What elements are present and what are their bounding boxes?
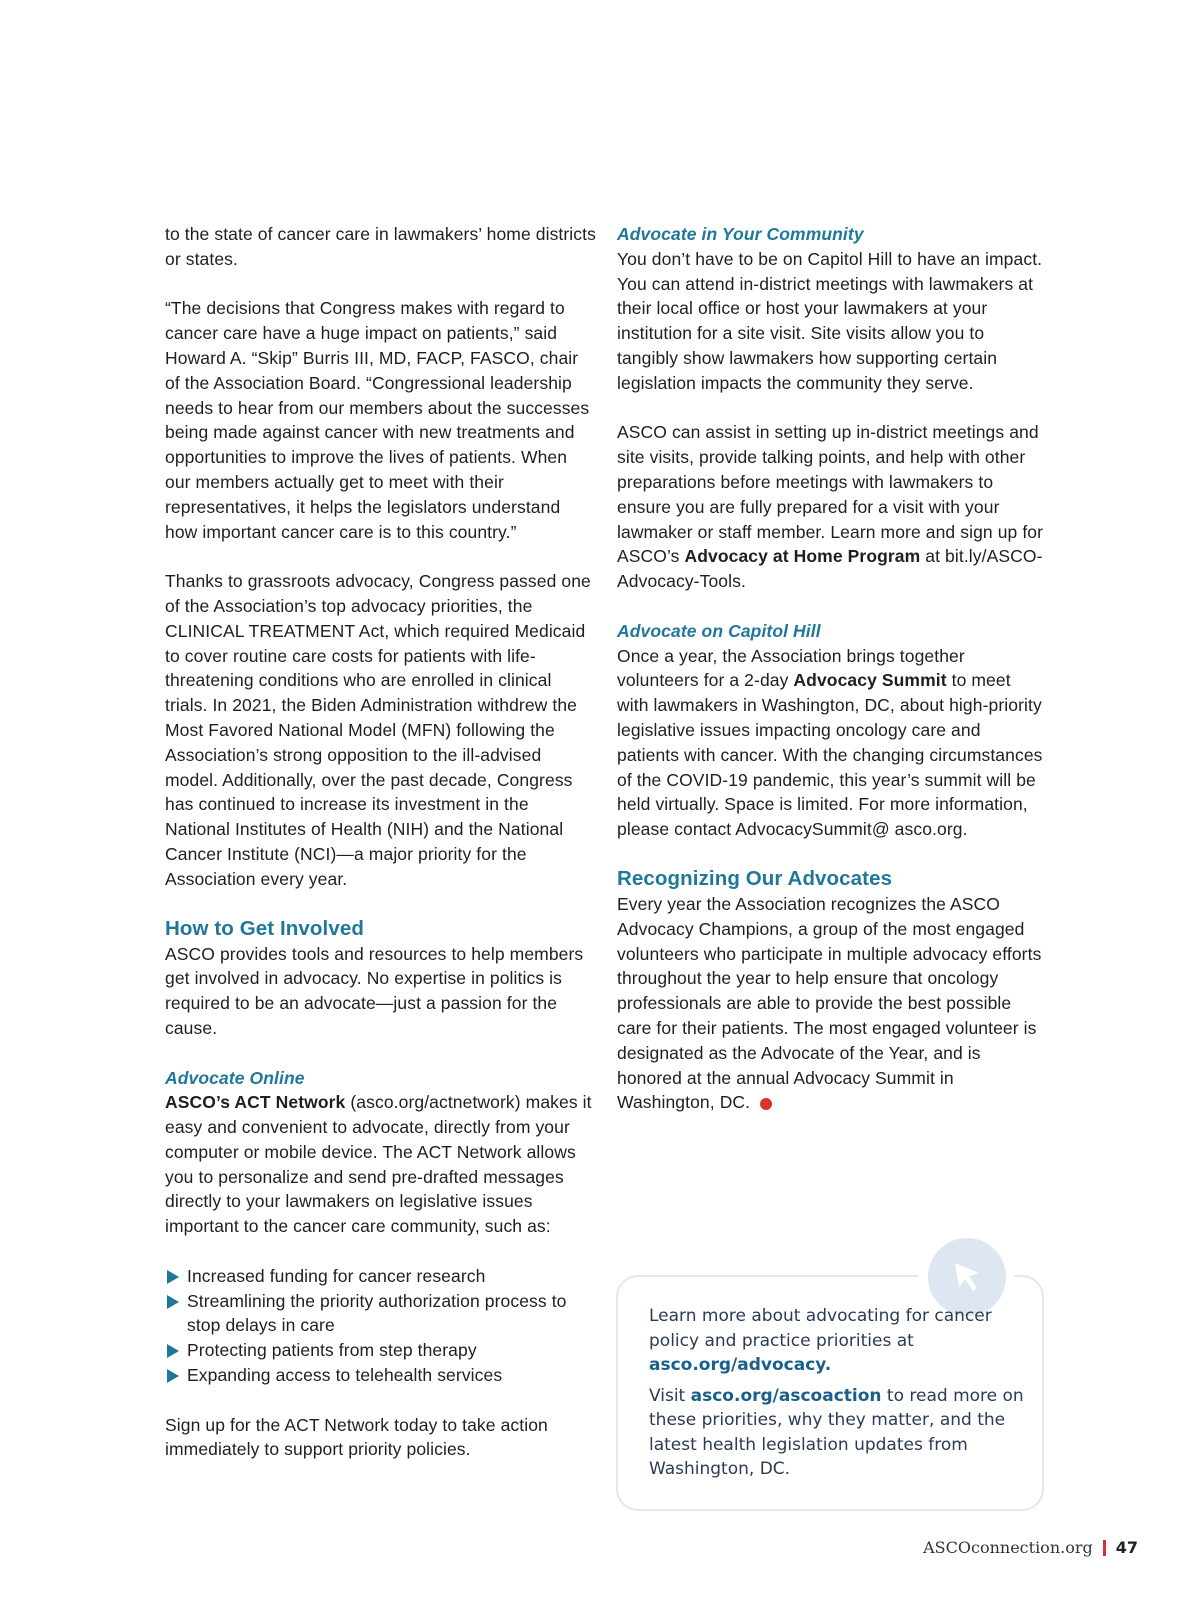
heading-recognizing-advocates: Recognizing Our Advocates <box>617 866 893 890</box>
involved-paragraph: ASCO provides tools and resources to help members get involved in advocacy. No expertise in politics is required to be an advocate—just a passion for the cause. <box>165 943 584 1038</box>
footer-site: ASCOconnection.org <box>923 1538 1093 1557</box>
assist-paragraph <box>617 420 1047 594</box>
pointer-arrow-icon <box>947 1257 987 1297</box>
recognizing-text: Every year the Association recognizes the ASCO Advocacy Champions, a group of the most engaged volunteers who participate in multiple advocacy efforts throughout the year to help ensure that oncology professionals are able to provide the best possible care for their patients. The most engaged volunteer is designated as the Advocate of the Year, and is honored at the annual Advocacy Summit in Washington, DC. <box>617 893 1042 1113</box>
signup-paragraph: Sign up for the ACT Network today to take action immediately to support priority policies. <box>165 1414 548 1460</box>
triangle-bullet-icon <box>167 1344 179 1358</box>
list-item <box>165 1363 597 1388</box>
footer-divider <box>1103 1540 1106 1556</box>
list-item-text: Increased funding for cancer research <box>187 1265 486 1286</box>
callout-text-1: Learn more about advocating for cancer policy and practice priorities at <box>649 1306 992 1351</box>
list-item-text: Streamlining the priority authorization process to stop delays in care <box>187 1290 567 1336</box>
right-column <box>617 222 1047 1115</box>
online-paragraph <box>165 1090 597 1239</box>
list-item-text: Expanding access to telehealth services <box>187 1365 503 1386</box>
list-item-text: Protecting patients from step therapy <box>187 1340 477 1361</box>
triangle-bullet-icon <box>167 1369 179 1383</box>
advocacy-link[interactable]: asco.org/advocacy. <box>649 1355 832 1375</box>
list-item <box>165 1264 597 1289</box>
advocacy-at-home-name: Advocacy at Home Program <box>684 546 921 567</box>
subheading-advocate-community: Advocate in Your Community <box>617 224 864 244</box>
ascoaction-link[interactable]: asco.org/ascoaction <box>690 1385 882 1406</box>
capitol-hill-paragraph <box>617 644 1047 842</box>
subheading-advocate-online: Advocate Online <box>165 1067 305 1088</box>
heading-how-to-get-involved: How to Get Involved <box>165 916 364 940</box>
online-text: (asco.org/actnetwork) makes it easy and convenient to advocate, directly from your computer or mobile device. The ACT Network allows you to personalize and send pre-drafted messages directly to your lawmakers on legislative issues important to the cancer care community, such as: <box>165 1092 592 1237</box>
assist-text: ASCO can assist in setting up in-district meetings and site visits, provide talking points, and help with other preparations before meetings with lawmakers to ensure you are fully prepared for a visit with your lawmaker or staff member. Learn more and sign up for ASCO’s <box>617 422 1044 567</box>
triangle-bullet-icon <box>167 1295 179 1309</box>
hill-text-rest: to meet with lawmakers in Washington, DC, about high-priority legislative issues impacting oncology care and patients with cancer. With the changing circumstances of the COVID-19 pandemic, this year’s summit will be held virtually. Space is limited. For more information, please contact AdvocacySummit@ asco.org. <box>617 670 1043 840</box>
assist-link-text: at bit.ly/ASCO-Advocacy-Tools. <box>617 546 1043 592</box>
page-number: 47 <box>1115 1538 1138 1557</box>
grassroots-paragraph: Thanks to grassroots advocacy, Congress passed one of the Association’s top advocacy priorities, the CLINICAL TREATMENT Act, which required Medicaid to cover routine care costs for patients with life-threatening conditions who are enrolled in clinical trials. In 2021, the Biden Administration withdrew the Most Favored National Model (MFN) following the Association’s strong opposition to the ill-advised model. Additionally, over the past decade, Congress has continued to increase its investment in the National Institutes of Health (NIH) and the National Cancer Institute (NCI)—a major priority for the Association every year. <box>165 571 591 889</box>
callout-text <box>649 1304 1029 1482</box>
act-network-name: ASCO’s ACT Network <box>165 1092 346 1113</box>
end-mark-icon <box>760 1098 772 1110</box>
triangle-bullet-icon <box>167 1270 179 1284</box>
callout-text-3: to read more on these priorities, why they matter, and the latest health legislation updates from Washington, DC. <box>649 1385 1024 1479</box>
list-item <box>165 1338 597 1363</box>
list-item <box>165 1289 597 1339</box>
callout-learn-more <box>649 1304 1029 1378</box>
page-footer <box>923 1538 1138 1557</box>
hill-text: Once a year, the Association brings together volunteers for a 2-day <box>617 645 965 691</box>
intro-paragraph: to the state of cancer care in lawmakers’ home districts or states. <box>165 224 596 269</box>
advocacy-summit-name: Advocacy Summit <box>793 670 947 691</box>
left-column <box>165 222 597 1462</box>
recognizing-paragraph <box>617 892 1047 1115</box>
subheading-capitol-hill: Advocate on Capitol Hill <box>617 620 821 641</box>
callout-text-2: Visit <box>649 1385 691 1406</box>
callout-visit <box>649 1384 1029 1482</box>
community-paragraph: You don’t have to be on Capitol Hill to have an impact. You can attend in-district meetings with lawmakers at their local office or host your lawmakers at your institution for a site visit. Site visits allow you to tangibly show lawmakers how supporting certain legislation impacts the community they serve. <box>617 248 1043 393</box>
quote-paragraph: “The decisions that Congress makes with regard to cancer care have a huge impact on patients,” said Howard A. “Skip” Burris III, MD, FACP, FASCO, chair of the Association Board. “Congressional leadership needs to hear from our members about the successes being made against cancer with new treatments and opportunities to improve the lives of patients. When our members actually get to meet with their representatives, it helps the legislators understand how important cancer care is to this country.” <box>165 298 590 542</box>
priority-list <box>165 1264 597 1388</box>
